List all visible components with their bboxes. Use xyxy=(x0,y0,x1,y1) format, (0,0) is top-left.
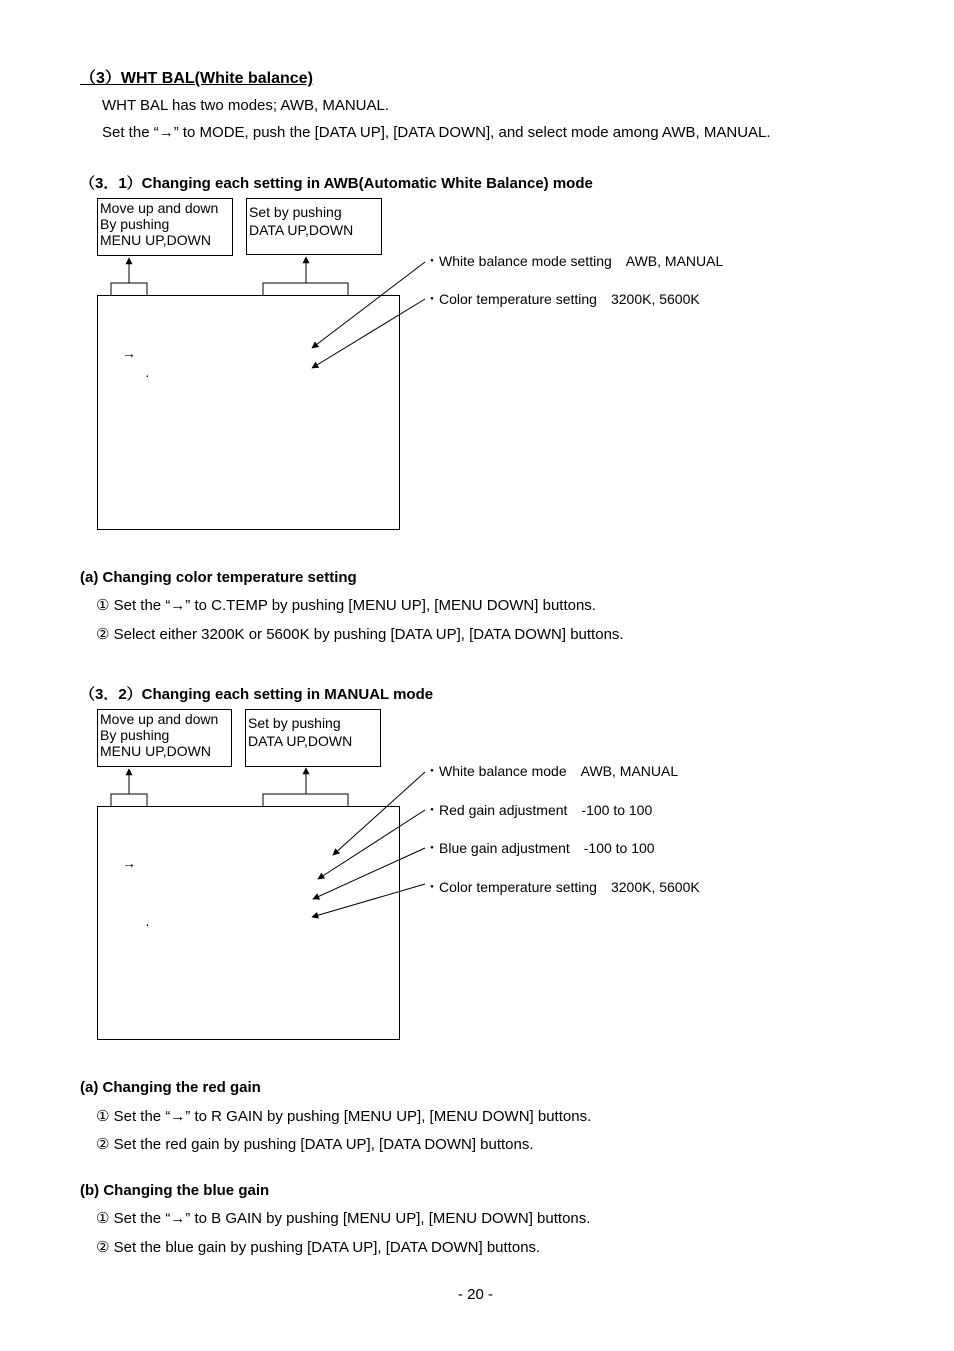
red-gain-step-2: ② Set the red gain by pushing [DATA UP], [DATA DOWN] buttons. xyxy=(96,1136,534,1153)
awb-data-box-line-2: DATA UP,DOWN xyxy=(249,222,354,238)
manual-callout-mode: ・White balance mode AWB, MANUAL xyxy=(425,763,679,779)
awb-leader-ctemp xyxy=(312,299,425,368)
page-number: - 20 - xyxy=(458,1286,494,1303)
awb-step-1: ① Set the “→” to C.TEMP by pushing [MENU UP], [MENU DOWN] buttons. xyxy=(96,597,596,614)
awb-leader-mode xyxy=(312,262,425,348)
awb-steps-title: (a) Changing color temperature setting xyxy=(80,569,357,586)
awb-data-box-line-1: Set by pushing xyxy=(249,204,342,220)
awb-menu-box-line-3: MENU UP,DOWN xyxy=(100,232,211,248)
awb-callout-ctemp: ・Color temperature setting 3200K, 5600K xyxy=(425,291,700,307)
manual-leader-mode xyxy=(333,772,425,855)
manual-heading: （3．2）Changing each setting in MANUAL mode xyxy=(80,686,434,703)
manual-menu-bracket xyxy=(111,794,147,806)
manual-callout-ctemp: ・Color temperature setting 3200K, 5600K xyxy=(425,879,700,895)
awb-menu-box-line-2: By pushing xyxy=(100,216,170,232)
manual-screen-dot: · xyxy=(145,916,150,932)
manual-screen-arrow: → xyxy=(122,855,136,871)
red-gain-title: (a) Changing the red gain xyxy=(80,1079,261,1096)
red-gain-step-1: ① Set the “→” to R GAIN by pushing [MENU UP], [MENU DOWN] buttons. xyxy=(96,1108,592,1125)
blue-gain-title: (b) Changing the blue gain xyxy=(80,1182,270,1199)
manual-menu-box-line-1: Move up and down xyxy=(100,711,219,727)
blue-gain-step-1: ① Set the “→” to B GAIN by pushing [MENU UP], [MENU DOWN] buttons. xyxy=(96,1210,591,1227)
manual-callout-red-gain: ・Red gain adjustment -100 to 100 xyxy=(425,802,653,818)
awb-data-bracket xyxy=(263,283,348,295)
awb-screen-dot: · xyxy=(145,367,150,383)
manual-data-bracket xyxy=(263,794,348,806)
awb-menu-bracket xyxy=(111,283,147,295)
intro-line-1: WHT BAL has two modes; AWB, MANUAL. xyxy=(102,97,390,114)
awb-callout-mode: ・White balance mode setting AWB, MANUAL xyxy=(425,253,724,269)
manual-data-box-line-1: Set by pushing xyxy=(248,715,341,731)
awb-screen-arrow: → xyxy=(122,345,136,361)
awb-step-2: ② Select either 3200K or 5600K by pushing [DATA UP], [DATA DOWN] buttons. xyxy=(96,626,624,643)
awb-menu-box-line-1: Move up and down xyxy=(100,200,219,216)
awb-heading: （3．1）Changing each setting in AWB(Automatic White Balance) mode xyxy=(80,175,593,192)
manual-callout-blue-gain: ・Blue gain adjustment -100 to 100 xyxy=(425,840,655,856)
section-title: （3）WHT BAL(White balance) xyxy=(80,70,313,87)
manual-leader-ctemp xyxy=(312,884,425,917)
manual-menu-box-line-3: MENU UP,DOWN xyxy=(100,743,211,759)
manual-data-box-line-2: DATA UP,DOWN xyxy=(248,733,353,749)
intro-line-2: Set the “→” to MODE, push the [DATA UP], [DATA DOWN], and select mode among AWB, MANUAL. xyxy=(102,124,771,141)
manual-leader-blue xyxy=(313,848,425,899)
blue-gain-step-2: ② Set the blue gain by pushing [DATA UP], [DATA DOWN] buttons. xyxy=(96,1239,541,1256)
manual-menu-box-line-2: By pushing xyxy=(100,727,170,743)
